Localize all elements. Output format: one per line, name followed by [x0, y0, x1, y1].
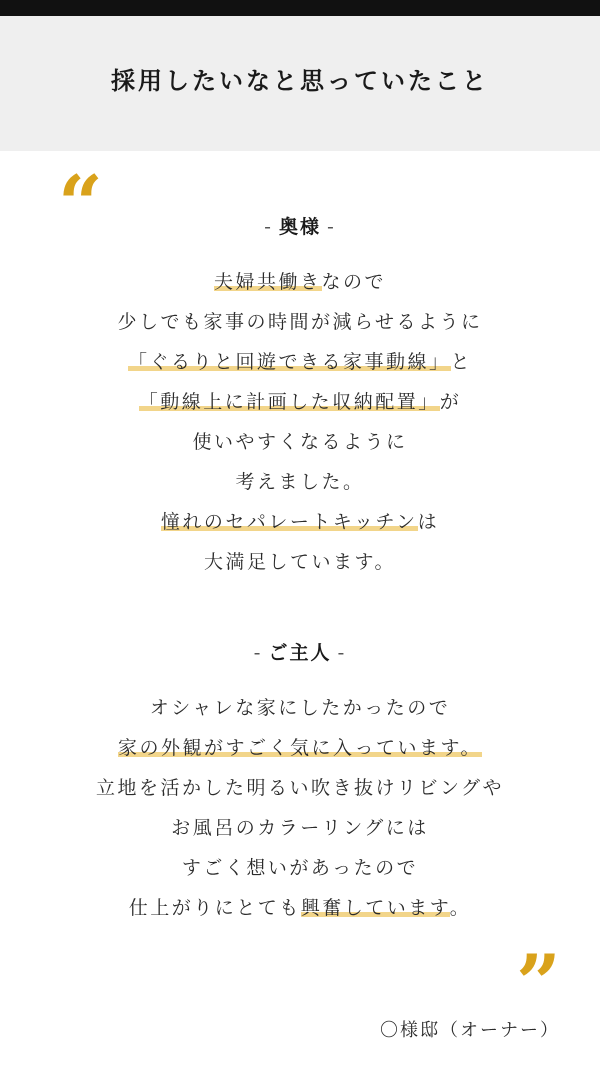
line-text: なので	[321, 271, 387, 293]
line-text: は	[417, 511, 440, 533]
text-line	[0, 462, 600, 502]
page-header	[0, 16, 600, 151]
highlight-text: 夫婦共働き	[213, 271, 322, 293]
text-line	[0, 382, 600, 422]
text-line	[0, 502, 600, 542]
highlight-text: 憧れのセパレートキッチン	[160, 511, 418, 533]
open-quote-icon: “	[58, 159, 103, 250]
text-line	[0, 688, 600, 728]
text-line	[0, 848, 600, 888]
line-text: が	[439, 391, 462, 413]
highlight-text: 「ぐるりと回遊できる家事動線」	[127, 351, 451, 373]
line-text: 大満足しています。	[204, 551, 396, 573]
wife-heading: - 奥様 -	[264, 216, 336, 238]
top-bar	[0, 0, 600, 16]
highlight-text: 興奮しています	[300, 897, 450, 919]
line-text: 少しでも家事の時間が減らせるように	[117, 311, 483, 333]
line-text: オシャレな家にしたかったので	[149, 697, 451, 719]
line-text: すごく想いがあったので	[181, 857, 419, 879]
husband-heading: - ご主人 -	[253, 642, 347, 664]
text-line	[0, 542, 600, 582]
text-line	[0, 768, 600, 808]
close-quote-icon: ”	[516, 938, 561, 1029]
text-line	[0, 808, 600, 848]
line-text: 考えました。	[235, 471, 365, 493]
text-line	[0, 422, 600, 462]
husband-comment	[0, 688, 600, 928]
text-line	[0, 888, 600, 928]
line-text: 使いやすくなるように	[192, 431, 408, 453]
wife-heading-label: 奥様	[278, 216, 321, 238]
highlight-text: 家の外観がすごく気に入っています。	[118, 737, 482, 759]
wife-comment	[0, 262, 600, 582]
line-text: 仕上がりにとても	[128, 897, 301, 919]
husband-heading-label: ご主人	[268, 642, 332, 664]
line-text: お風呂のカラーリングには	[171, 817, 429, 839]
highlight-text: 「動線上に計画した収納配置」	[138, 391, 440, 413]
text-line	[0, 342, 600, 382]
text-line	[0, 262, 600, 302]
text-line	[0, 728, 600, 768]
page-title: 採用したいなと思っていたこと	[111, 67, 489, 95]
line-text: と	[450, 351, 473, 373]
line-text: 立地を活かした明るい吹き抜けリビングや	[95, 777, 505, 799]
line-text: 。	[449, 897, 472, 919]
text-line	[0, 302, 600, 342]
owner-signature: 〇様邸（オーナー）	[380, 1020, 560, 1041]
